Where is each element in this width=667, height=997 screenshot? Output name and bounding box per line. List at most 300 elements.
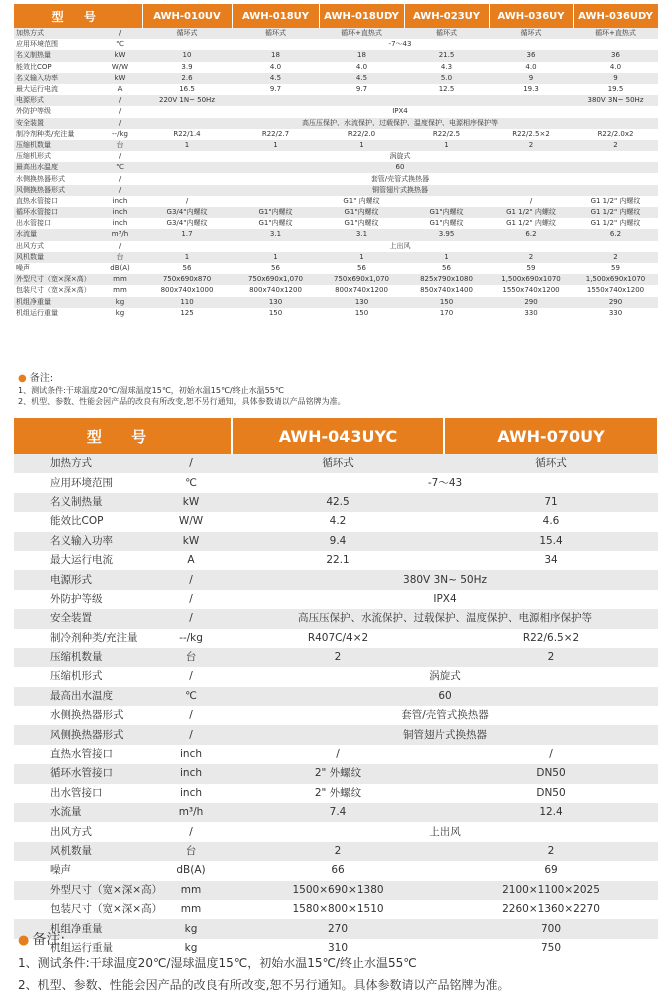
row-label: 能效比COP xyxy=(14,512,150,531)
table-row xyxy=(14,162,658,173)
table-row xyxy=(14,50,658,61)
table-row xyxy=(14,207,658,218)
row-value: 上出风 xyxy=(232,822,658,841)
row-value: 循环+直热式 xyxy=(319,28,404,39)
row-value: 21.5 xyxy=(404,50,489,61)
row-value: 4.2 xyxy=(232,512,444,531)
row-value: 800x740x1200 xyxy=(319,285,404,296)
row-label: 出风方式 xyxy=(14,241,98,252)
table-row xyxy=(14,129,658,140)
table-row xyxy=(14,590,658,609)
header-model: AWH-018UDY xyxy=(319,4,404,28)
row-value: 16.5 xyxy=(142,84,232,95)
row-label: 最大运行电流 xyxy=(14,551,150,570)
table-row xyxy=(14,706,658,725)
row-value: 1 xyxy=(232,140,319,151)
row-unit: kW xyxy=(150,493,232,512)
row-label: 电源形式 xyxy=(14,570,150,589)
row-unit: 台 xyxy=(98,140,142,151)
row-unit: / xyxy=(150,590,232,609)
table-row xyxy=(14,454,658,473)
row-label: 最大运行电流 xyxy=(14,84,98,95)
row-value: 9.4 xyxy=(232,532,444,551)
row-unit: mm xyxy=(150,900,232,919)
row-value: 270 xyxy=(232,919,444,938)
row-value: G1"内螺纹 xyxy=(232,207,319,218)
row-label: 安全装置 xyxy=(14,609,150,628)
notes-title: 备注: xyxy=(29,373,54,384)
row-unit: / xyxy=(98,118,142,129)
row-value: 71 xyxy=(444,493,658,512)
row-value: 380V 3N~ 50Hz xyxy=(232,570,658,589)
row-label: 噪声 xyxy=(14,861,150,880)
table-row xyxy=(14,512,658,531)
row-unit: ℃ xyxy=(150,473,232,492)
row-value: 4.5 xyxy=(232,73,319,84)
row-label: 包装尺寸（宽×深×高） xyxy=(14,285,98,296)
row-value: 3.95 xyxy=(404,229,489,240)
row-unit: kg xyxy=(98,308,142,319)
row-value: R22/2.0x2 xyxy=(573,129,658,140)
row-value: 800x740x1000 xyxy=(142,285,232,296)
row-value: DN50 xyxy=(444,784,658,803)
table-row xyxy=(14,218,658,229)
table-row xyxy=(14,173,658,184)
row-unit: mm xyxy=(150,881,232,900)
row-value: 高压压保护、水流保护、过载保护、温度保护、电源相序保护等 xyxy=(232,609,658,628)
row-label: 机组运行重量 xyxy=(14,939,150,958)
row-unit: inch xyxy=(150,784,232,803)
row-unit: ℃ xyxy=(98,39,142,50)
header-model-label: 型 号 xyxy=(14,4,142,28)
row-value: G1 1/2" 内螺纹 xyxy=(489,218,573,229)
row-value: 3.9 xyxy=(142,62,232,73)
header-model: AWH-036UDY xyxy=(573,4,658,28)
note-line: 2、机型、参数、性能会因产品的改良有所改变,恕不另行通知。具体参数请以产品铭牌为准。 xyxy=(18,978,510,992)
row-unit: / xyxy=(98,241,142,252)
row-value: / xyxy=(444,745,658,764)
table-row xyxy=(14,648,658,667)
row-unit: / xyxy=(98,185,142,196)
row-value: 1.7 xyxy=(142,229,232,240)
row-value: 750x690x1,070 xyxy=(232,274,319,285)
row-value: 130 xyxy=(319,297,404,308)
row-label: 应用环境范围 xyxy=(14,39,98,50)
row-unit: 台 xyxy=(98,252,142,263)
table-row xyxy=(14,842,658,861)
row-value: 130 xyxy=(232,297,319,308)
row-label: 噪声 xyxy=(14,263,98,274)
row-value: 56 xyxy=(404,263,489,274)
row-value: G3/4"内螺纹 xyxy=(142,218,232,229)
row-value: 330 xyxy=(489,308,573,319)
table-row xyxy=(14,106,658,117)
spec-table-2 xyxy=(14,418,659,958)
row-value: R22/2.7 xyxy=(232,129,319,140)
row-unit: dB(A) xyxy=(98,263,142,274)
table-row xyxy=(14,196,658,207)
row-value: 上出风 xyxy=(142,241,658,252)
row-value: 10 xyxy=(142,50,232,61)
row-value: G1 1/2" 内螺纹 xyxy=(489,207,573,218)
row-value: 1550x740x1200 xyxy=(573,285,658,296)
row-value: 套管/壳管式换热器 xyxy=(142,173,658,184)
row-label: 直热水管接口 xyxy=(14,745,150,764)
row-label: 循环水管接口 xyxy=(14,764,150,783)
row-value: 4.3 xyxy=(404,62,489,73)
row-label: 出风方式 xyxy=(14,822,150,841)
row-label: 水流量 xyxy=(14,229,98,240)
row-unit: kW xyxy=(98,73,142,84)
row-label: 水流量 xyxy=(14,803,150,822)
row-label: 名义输入功率 xyxy=(14,532,150,551)
row-label: 风机数量 xyxy=(14,842,150,861)
row-unit: / xyxy=(150,609,232,628)
row-value: 4.5 xyxy=(319,73,404,84)
row-value: 涡旋式 xyxy=(142,151,658,162)
row-value: DN50 xyxy=(444,764,658,783)
header-model: AWH-010UV xyxy=(142,4,232,28)
notes-section-1 xyxy=(18,373,346,407)
table-row xyxy=(14,140,658,151)
row-value: 15.4 xyxy=(444,532,658,551)
row-unit: inch xyxy=(98,218,142,229)
row-value: 1 xyxy=(319,252,404,263)
row-value: 22.1 xyxy=(232,551,444,570)
table-row xyxy=(14,745,658,764)
table-row xyxy=(14,84,658,95)
row-label: 压缩机数量 xyxy=(14,648,150,667)
row-value: G3/4"内螺纹 xyxy=(142,207,232,218)
table-row xyxy=(14,241,658,252)
row-label: 外防护等级 xyxy=(14,590,150,609)
row-unit: 台 xyxy=(150,842,232,861)
row-value: 1550x740x1200 xyxy=(489,285,573,296)
row-value: IPX4 xyxy=(142,106,658,117)
table-row xyxy=(14,803,658,822)
table-row xyxy=(14,62,658,73)
row-value: 2 xyxy=(489,252,573,263)
table-row xyxy=(14,39,658,50)
row-label: 制冷剂种类/充注量 xyxy=(14,129,98,140)
header-model: AWH-070UY xyxy=(444,418,658,454)
row-unit: kg xyxy=(150,919,232,938)
row-value: 循环+直热式 xyxy=(573,28,658,39)
row-unit: inch xyxy=(150,745,232,764)
row-value: 750x690x1,070 xyxy=(319,274,404,285)
row-value: 850x740x1400 xyxy=(404,285,489,296)
row-value: 4.0 xyxy=(573,62,658,73)
row-label: 应用环境范围 xyxy=(14,473,150,492)
row-value: G1 1/2" 内螺纹 xyxy=(573,196,658,207)
row-label: 直热水管接口 xyxy=(14,196,98,207)
row-unit: A xyxy=(98,84,142,95)
row-unit: W/W xyxy=(98,62,142,73)
row-unit: m³/h xyxy=(150,803,232,822)
row-value xyxy=(489,95,573,106)
row-value: 2" 外螺纹 xyxy=(232,784,444,803)
row-value: 56 xyxy=(232,263,319,274)
table-row xyxy=(14,95,658,106)
row-value: 19.3 xyxy=(489,84,573,95)
row-unit: dB(A) xyxy=(150,861,232,880)
row-value: 330 xyxy=(573,308,658,319)
row-label: 风侧换热器形式 xyxy=(14,725,150,744)
row-label: 水侧换热器形式 xyxy=(14,706,150,725)
row-value: 750x690x870 xyxy=(142,274,232,285)
table-row xyxy=(14,667,658,686)
row-value: 1 xyxy=(232,252,319,263)
row-value: 循环式 xyxy=(232,28,319,39)
row-label: 名义制热量 xyxy=(14,493,150,512)
row-value: 310 xyxy=(232,939,444,958)
row-label: 最高出水温度 xyxy=(14,162,98,173)
row-value: 59 xyxy=(573,263,658,274)
row-value: R22/2.5×2 xyxy=(489,129,573,140)
row-value: 涡旋式 xyxy=(232,667,658,686)
table-row xyxy=(14,151,658,162)
note-line: 2、机型、参数、性能会因产品的改良有所改变,恕不另行通知，具体参数请以产品铭牌为准。 xyxy=(18,397,346,406)
row-value: 290 xyxy=(573,297,658,308)
row-unit: / xyxy=(150,454,232,473)
row-value: G1"内螺纹 xyxy=(404,218,489,229)
table-header xyxy=(14,418,658,454)
row-value: 循环式 xyxy=(489,28,573,39)
row-value: 36 xyxy=(489,50,573,61)
row-label: 制冷剂种类/充注量 xyxy=(14,629,150,648)
row-value: 9.7 xyxy=(319,84,404,95)
row-value: 铜管翅片式换热器 xyxy=(232,725,658,744)
header-model: AWH-036UY xyxy=(489,4,573,28)
row-value: 1 xyxy=(319,140,404,151)
table-row xyxy=(14,629,658,648)
table-row xyxy=(14,570,658,589)
row-value: R407C/4×2 xyxy=(232,629,444,648)
row-value: 2 xyxy=(444,648,658,667)
row-value: 12.4 xyxy=(444,803,658,822)
row-label: 外防护等级 xyxy=(14,106,98,117)
row-value: 循环式 xyxy=(444,454,658,473)
row-value: 2260×1360×2270 xyxy=(444,900,658,919)
row-value: 1580×800×1510 xyxy=(232,900,444,919)
row-label: 加热方式 xyxy=(14,28,98,39)
row-value: 6.2 xyxy=(573,229,658,240)
row-value: 18 xyxy=(319,50,404,61)
row-value: R22/2.5 xyxy=(404,129,489,140)
bullet-icon: ● xyxy=(18,933,30,948)
row-value: 1 xyxy=(404,252,489,263)
table-row xyxy=(14,297,658,308)
row-unit: / xyxy=(98,95,142,106)
row-value: 750 xyxy=(444,939,658,958)
row-value: 110 xyxy=(142,297,232,308)
row-value: 4.0 xyxy=(232,62,319,73)
header-model-label: 型 号 xyxy=(14,418,232,454)
header-model: AWH-023UY xyxy=(404,4,489,28)
table-row xyxy=(14,493,658,512)
row-value: 套管/壳管式换热器 xyxy=(232,706,658,725)
row-value: 19.5 xyxy=(573,84,658,95)
spec-table-1 xyxy=(14,4,659,319)
notes-section-2 xyxy=(18,929,509,996)
row-value: 1500×690×1380 xyxy=(232,881,444,900)
row-value: 高压压保护、水流保护、过载保护、温度保护、电源相序保护等 xyxy=(142,118,658,129)
bullet-icon: ● xyxy=(18,373,27,384)
row-value: G1" 内螺纹 xyxy=(319,196,404,207)
table-row xyxy=(14,28,658,39)
row-value: / xyxy=(232,745,444,764)
row-value: G1"内螺纹 xyxy=(232,218,319,229)
row-label: 加热方式 xyxy=(14,454,150,473)
row-unit: / xyxy=(98,28,142,39)
row-value: 34 xyxy=(444,551,658,570)
table-row xyxy=(14,764,658,783)
row-value: 125 xyxy=(142,308,232,319)
row-value: IPX4 xyxy=(232,590,658,609)
row-value: 700 xyxy=(444,919,658,938)
row-value: -7～43 xyxy=(142,39,658,50)
row-label: 机组运行重量 xyxy=(14,308,98,319)
row-label: 压缩机形式 xyxy=(14,667,150,686)
row-value: 220V 1N~ 50Hz xyxy=(142,95,232,106)
row-value: 380V 3N~ 50Hz xyxy=(573,95,658,106)
table-header xyxy=(14,4,658,28)
row-value: 3.1 xyxy=(232,229,319,240)
row-value: 69 xyxy=(444,861,658,880)
row-value: 2 xyxy=(232,648,444,667)
row-value xyxy=(232,196,319,207)
row-value: -7～43 xyxy=(232,473,658,492)
row-label: 最高出水温度 xyxy=(14,687,150,706)
row-value: 7.4 xyxy=(232,803,444,822)
row-value: 循环式 xyxy=(232,454,444,473)
row-label: 外型尺寸（宽×深×高） xyxy=(14,881,150,900)
table-row xyxy=(14,118,658,129)
row-value: 循环式 xyxy=(404,28,489,39)
row-label: 名义制热量 xyxy=(14,50,98,61)
row-value: 4.0 xyxy=(489,62,573,73)
row-value: 59 xyxy=(489,263,573,274)
row-unit: kW xyxy=(150,532,232,551)
row-unit: mm xyxy=(98,274,142,285)
row-unit: / xyxy=(150,822,232,841)
table-row xyxy=(14,263,658,274)
row-value: 4.6 xyxy=(444,512,658,531)
row-value: 3.1 xyxy=(319,229,404,240)
row-value: 150 xyxy=(404,297,489,308)
table-row xyxy=(14,185,658,196)
row-value: 36 xyxy=(573,50,658,61)
row-unit: ℃ xyxy=(150,687,232,706)
row-value: 42.5 xyxy=(232,493,444,512)
note-line: 1、测试条件:干球温度20℃/湿球温度15℃，初始水温15℃/终止水温55℃ xyxy=(18,386,284,395)
row-value: 5.0 xyxy=(404,73,489,84)
row-unit: inch xyxy=(98,207,142,218)
table-row xyxy=(14,73,658,84)
row-unit: mm xyxy=(98,285,142,296)
table-row xyxy=(14,252,658,263)
row-value: 铜管翅片式换热器 xyxy=(142,185,658,196)
table-row xyxy=(14,229,658,240)
table-row xyxy=(14,473,658,492)
row-value: 800x740x1200 xyxy=(232,285,319,296)
table-row xyxy=(14,725,658,744)
row-value: 9 xyxy=(489,73,573,84)
row-value: 4.0 xyxy=(319,62,404,73)
row-value: G1"内螺纹 xyxy=(319,207,404,218)
row-label: 风侧换热器形式 xyxy=(14,185,98,196)
table-row xyxy=(14,900,658,919)
row-unit: / xyxy=(98,173,142,184)
row-value: 60 xyxy=(142,162,658,173)
row-value: 2 xyxy=(573,252,658,263)
row-value: R22/6.5×2 xyxy=(444,629,658,648)
row-label: 机组净重量 xyxy=(14,297,98,308)
row-value: G1"内螺纹 xyxy=(404,207,489,218)
row-value: 2 xyxy=(489,140,573,151)
row-value: 1,500x690x1070 xyxy=(489,274,573,285)
row-unit: kW xyxy=(98,50,142,61)
row-value: 1,500x690x1070 xyxy=(573,274,658,285)
row-unit: / xyxy=(150,570,232,589)
row-unit: / xyxy=(98,151,142,162)
header-model: AWH-043UYC xyxy=(232,418,444,454)
note-line: 1、测试条件:干球温度20℃/湿球温度15℃，初始水温15℃/终止水温55℃ xyxy=(18,956,417,970)
table-row xyxy=(14,687,658,706)
row-value: 6.2 xyxy=(489,229,573,240)
row-unit: / xyxy=(150,667,232,686)
table-row xyxy=(14,532,658,551)
row-label: 出水管接口 xyxy=(14,218,98,229)
row-value: 825x790x1080 xyxy=(404,274,489,285)
row-value xyxy=(232,95,319,106)
row-label: 包装尺寸（宽×深×高） xyxy=(14,900,150,919)
row-unit: A xyxy=(150,551,232,570)
row-label: 风机数量 xyxy=(14,252,98,263)
row-label: 外型尺寸（宽×深×高） xyxy=(14,274,98,285)
row-value: G1 1/2" 内螺纹 xyxy=(573,218,658,229)
row-label: 电源形式 xyxy=(14,95,98,106)
row-unit: / xyxy=(150,706,232,725)
row-unit: m³/h xyxy=(98,229,142,240)
row-unit: / xyxy=(150,725,232,744)
row-value: 56 xyxy=(142,263,232,274)
row-unit: 台 xyxy=(150,648,232,667)
row-unit: kg xyxy=(98,297,142,308)
row-value xyxy=(404,196,489,207)
row-label: 出水管接口 xyxy=(14,784,150,803)
row-label: 安全装置 xyxy=(14,118,98,129)
row-value: / xyxy=(142,196,232,207)
row-value: / xyxy=(489,196,573,207)
row-unit: ℃ xyxy=(98,162,142,173)
row-unit: --/kg xyxy=(150,629,232,648)
table-row xyxy=(14,285,658,296)
table-row xyxy=(14,822,658,841)
table-row xyxy=(14,551,658,570)
row-value: 1 xyxy=(142,140,232,151)
row-label: 压缩机数量 xyxy=(14,140,98,151)
table-row xyxy=(14,609,658,628)
row-unit: --/kg xyxy=(98,129,142,140)
row-value: 9 xyxy=(573,73,658,84)
row-value: 18 xyxy=(232,50,319,61)
row-value: 2 xyxy=(573,140,658,151)
row-value: 12.5 xyxy=(404,84,489,95)
row-value: 60 xyxy=(232,687,658,706)
row-value: 150 xyxy=(319,308,404,319)
table-row xyxy=(14,308,658,319)
